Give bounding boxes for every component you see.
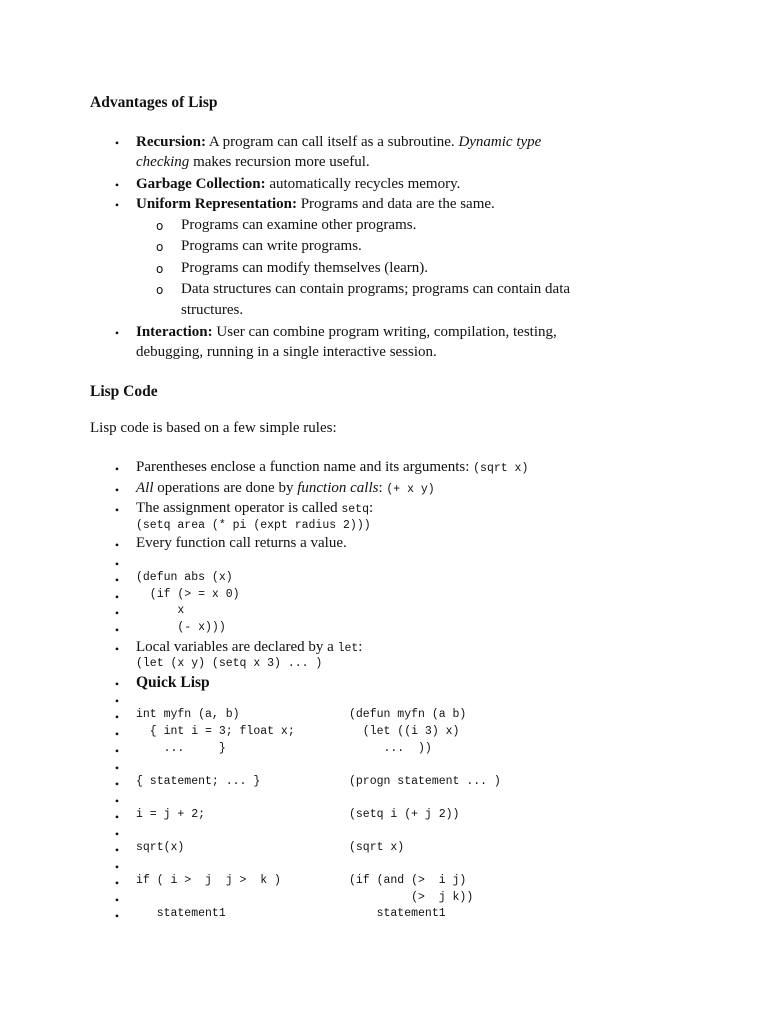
bullet: • [114, 326, 120, 340]
bullet: • [114, 893, 120, 907]
sub-bullet: o [156, 219, 164, 233]
bullet: • [114, 590, 120, 604]
code-setq-example: (setq area (* pi (expt radius 2))) [136, 519, 371, 532]
bullet: • [114, 810, 120, 824]
item-label: Uniform Representation: [136, 196, 297, 212]
list-item-interaction-cont: debugging, running in a single interactive session. [136, 344, 437, 360]
c-code-line: if ( i > j j > k ) [136, 874, 281, 887]
list-item-uniform-representation: Uniform Representation: Programs and data are the same. [136, 196, 495, 212]
rule-setq: The assignment operator is called setq: [136, 500, 374, 516]
sub-item-cont: structures. [181, 302, 244, 318]
sub-item: Programs can modify themselves (learn). [181, 260, 429, 276]
bullet: • [114, 909, 120, 923]
lisp-code-line: statement1 [349, 907, 446, 920]
lisp-code-line: (if (and (> i j) [349, 874, 467, 887]
code-line: (if (> = x 0) [136, 588, 240, 601]
c-code-line: sqrt(x) [136, 841, 185, 854]
sub-bullet: o [156, 283, 164, 297]
item-label: Recursion: [136, 134, 206, 150]
bullet: • [114, 178, 120, 192]
sub-bullet: o [156, 240, 164, 254]
list-item-interaction: Interaction: User can combine program writing, compilation, testing, [136, 324, 557, 340]
sub-item: Programs can write programs. [181, 238, 362, 254]
bullet: • [114, 744, 120, 758]
list-item-recursion: Recursion: A program can call itself as a subroutine. Dynamic type [136, 134, 542, 150]
code-line: (- x))) [136, 621, 226, 634]
c-code-line: ... } [136, 742, 226, 755]
bullet: • [114, 876, 120, 890]
bullet: • [114, 606, 120, 620]
code-line: (defun abs (x) [136, 571, 233, 584]
quick-lisp-title: Quick Lisp [136, 674, 210, 691]
lisp-code-line: (setq i (+ j 2)) [349, 808, 460, 821]
bullet: • [114, 694, 120, 708]
bullet: • [114, 794, 120, 808]
lisp-code-line: (let ((i 3) x) [349, 725, 460, 738]
c-code-line: statement1 [136, 907, 226, 920]
list-item-recursion-cont: checking makes recursion more useful. [136, 154, 370, 170]
code-let-example: (let (x y) (setq x 3) ... ) [136, 657, 323, 670]
bullet: • [114, 777, 120, 791]
bullet: • [114, 642, 120, 656]
section-title-advantages: Advantages of Lisp [90, 94, 218, 111]
sub-bullet: o [156, 262, 164, 276]
sub-item: Data structures can contain programs; programs can contain data [181, 281, 571, 297]
bullet: • [114, 483, 120, 497]
rule-returns-value: Every function call returns a value. [136, 535, 347, 551]
section-title-lisp-code: Lisp Code [90, 383, 158, 400]
lisp-code-line: (> j k)) [349, 891, 474, 904]
bullet: • [114, 677, 120, 691]
list-item-garbage-collection: Garbage Collection: automatically recycles memory. [136, 176, 461, 192]
bullet: • [114, 843, 120, 857]
item-label: Garbage Collection: [136, 176, 266, 192]
rule-parentheses: Parentheses enclose a function name and its arguments: (sqrt x) [136, 459, 529, 475]
sub-item: Programs can examine other programs. [181, 217, 417, 233]
intro-text: Lisp code is based on a few simple rules: [90, 420, 337, 436]
rule-function-calls: All operations are done by function calls: (+ x y) [136, 480, 435, 496]
bullet: • [114, 860, 120, 874]
bullet: • [114, 198, 120, 212]
lisp-code-line: (progn statement ... ) [349, 775, 501, 788]
bullet: • [114, 538, 120, 552]
bullet: • [114, 136, 120, 150]
c-code-line: { int i = 3; float x; [136, 725, 295, 738]
c-code-line: { statement; ... } [136, 775, 261, 788]
lisp-code-line: (sqrt x) [349, 841, 405, 854]
bullet: • [114, 573, 120, 587]
lisp-code-line: ... )) [349, 742, 432, 755]
lisp-code-line: (defun myfn (a b) [349, 708, 467, 721]
bullet: • [114, 827, 120, 841]
rule-let: Local variables are declared by a let: [136, 639, 363, 655]
bullet: • [114, 503, 120, 517]
bullet: • [114, 727, 120, 741]
bullet: • [114, 623, 120, 637]
bullet: • [114, 761, 120, 775]
bullet: • [114, 557, 120, 571]
c-code-line: i = j + 2; [136, 808, 206, 821]
item-label: Interaction: [136, 324, 213, 340]
bullet: • [114, 710, 120, 724]
bullet: • [114, 462, 120, 476]
code-line: x [136, 604, 185, 617]
c-code-line: int myfn (a, b) [136, 708, 240, 721]
